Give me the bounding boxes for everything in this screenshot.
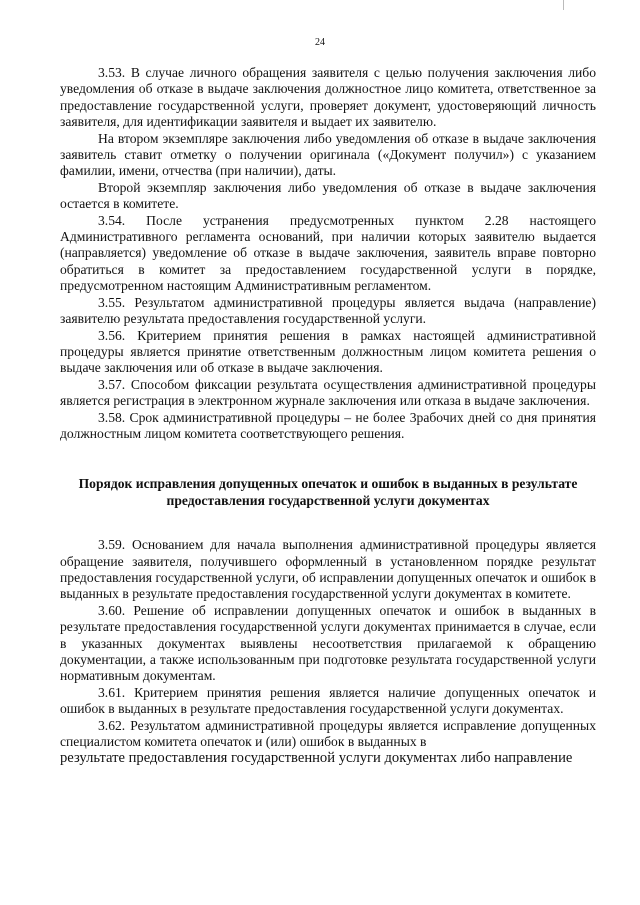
paragraph-3-54: 3.54. После устранения предусмотренных пунктом 2.28 настоящего Административного регламента оснований, при наличии которых заявителю выдается (направляется) уведомление об отказе в выдаче заключения, заявитель вправе повторно обратиться в комитет за предоставлением государственной услуги в порядке, предусмотренном настоящим Административным регламентом. (60, 212, 596, 294)
section-heading: Порядок исправления допущенных опечаток и ошибок в выданных в результате предоставления государственной услуги документах (78, 476, 578, 508)
paragraph-3-61: 3.61. Критерием принятия решения является наличие допущенных опечаток и ошибок в выданных в результате предоставления государственной услуги документах. (60, 684, 596, 717)
scan-edge-mark (563, 0, 564, 10)
paragraph-3-62-continued: результате предоставления государственной услуги документах либо направление (60, 750, 573, 767)
paragraph-second-copy-mark: На втором экземпляре заключения либо уведомления об отказе в выдаче заключения заявитель ставит отметку о получении оригинала («Документ получил») с указанием фамилии, имени, отчества (при наличии), даты. (60, 130, 596, 179)
paragraph-3-59: 3.59. Основанием для начала выполнения административной процедуры является обращение заявителя, получившего оформленный в установленном порядке результат предоставления государственной услуги, об исправлении допущенных опечаток и ошибок в выданных в результате предоставления государственной услуги документах в комитете. (60, 537, 596, 602)
paragraph-3-55: 3.55. Результатом административной процедуры является выдача (направление) заявителю результата предоставления государственной услуги. (60, 294, 596, 327)
page-number: 24 (315, 37, 325, 48)
paragraph-3-56: 3.56. Критерием принятия решения в рамках настоящей административной процедуры является принятие ответственным должностным лицом комитета решения о выдаче заключения или об отказе в выдаче заключения. (60, 327, 596, 376)
paragraph-3-53: 3.53. В случае личного обращения заявителя с целью получения заключения либо уведомления об отказе в выдаче заключения должностное лицо комитета, ответственное за предоставление государственной услуги, проверяет документ, удостоверяющий личность заявителя, для идентификации заявителя и выдает их заявителю. (60, 65, 596, 130)
paragraph-3-58: 3.58. Срок административной процедуры – не более 3рабочих дней со дня принятия должностным лицом комитета соответствующего решения. (60, 409, 596, 441)
paragraph-3-57: 3.57. Способом фиксации результата осуществления административной процедуры является регистрация в электронном журнале заключения или отказа в выдаче заключения. (60, 376, 596, 409)
page-content (60, 65, 596, 767)
paragraph-3-60: 3.60. Решение об исправлении допущенных опечаток и ошибок в выданных в результате предоставления государственной услуги документах принимается в случае, если в указанных документах выявлены несоответствия прилагаемой к обращению документации, а также использованным при подготовке результата государственной услуги нормативным документам. (60, 602, 596, 684)
paragraph-second-copy-kept: Второй экземпляр заключения либо уведомления об отказе в выдаче заключения остается в комитете. (60, 179, 596, 212)
paragraph-3-62: 3.62. Результатом административной процедуры является исправление допущенных специалистом комитета опечаток и (или) ошибок в выданных в (60, 717, 596, 750)
